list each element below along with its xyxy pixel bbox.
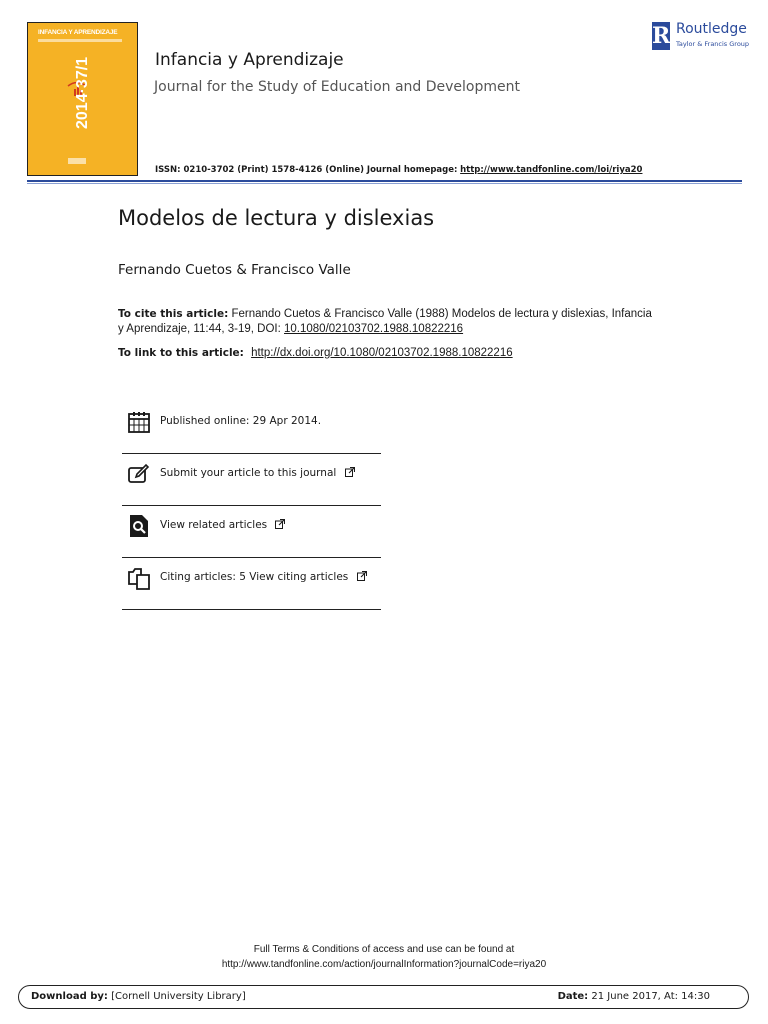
- article-link-line: [118, 347, 513, 359]
- publisher-name: Routledge: [676, 21, 747, 37]
- edit-icon: [127, 462, 151, 486]
- download-date: 21 June 2017, At: 14:30: [591, 991, 710, 1002]
- publisher-tagline: Taylor & Francis Group: [676, 40, 750, 48]
- article-doi-url-link[interactable]: http://dx.doi.org/10.1080/02103702.1988.10822216: [251, 347, 513, 359]
- submit-article-row[interactable]: [122, 454, 381, 506]
- article-title: Modelos de lectura y dislexias: [118, 206, 435, 230]
- article-info-list: [122, 402, 381, 610]
- search-document-icon: [127, 514, 151, 538]
- link-label: To link to this article:: [118, 347, 244, 359]
- cover-title: INFANCIA Y APRENDIZAJE: [38, 29, 118, 36]
- terms-url-link[interactable]: http://www.tandfonline.com/action/journalInformation?journalCode=riya20: [221, 958, 547, 970]
- external-link-icon: [357, 571, 367, 581]
- documents-icon: [127, 566, 151, 590]
- issn-line: [155, 165, 642, 175]
- citation-block: [118, 307, 658, 336]
- header-divider: [27, 180, 742, 182]
- external-link-icon: [275, 519, 285, 529]
- cover-volume: 2014·37/1: [74, 56, 91, 129]
- calendar-icon: [127, 410, 151, 434]
- doi-link[interactable]: 10.1080/02103702.1988.10822216: [284, 322, 464, 335]
- terms-notice: [0, 943, 768, 972]
- date-label: Date:: [557, 991, 589, 1002]
- download-institution: [Cornell University Library]: [111, 991, 246, 1002]
- published-online-text: Published online: 29 Apr 2014.: [160, 415, 322, 427]
- download-label: Download by:: [31, 991, 108, 1002]
- download-info-bar: [18, 985, 749, 1009]
- cite-label: To cite this article:: [118, 308, 229, 320]
- article-authors: Fernando Cuetos & Francisco Valle: [118, 262, 351, 278]
- citing-articles-row[interactable]: [122, 558, 381, 610]
- journal-homepage-link[interactable]: http://www.tandfonline.com/loi/riya20: [460, 165, 643, 175]
- related-articles-link[interactable]: View related articles: [160, 519, 268, 531]
- publisher-logo: [652, 20, 752, 50]
- citing-articles-link[interactable]: Citing articles: 5 View citing articles: [160, 571, 349, 583]
- submit-article-link[interactable]: Submit your article to this journal: [160, 467, 337, 479]
- journal-title: Infancia y Aprendizaje: [155, 50, 344, 70]
- published-online-row: [122, 402, 381, 454]
- journal-cover-image: [27, 22, 138, 176]
- issn-label: ISSN: 0210-3702 (Print) 1578-4126 (Online) Journal homepage:: [155, 165, 458, 175]
- terms-line-1: Full Terms & Conditions of access and use can be found at: [253, 944, 515, 955]
- journal-subtitle: Journal for the Study of Education and Development: [154, 79, 520, 95]
- related-articles-row[interactable]: [122, 506, 381, 558]
- external-link-icon: [345, 467, 355, 477]
- cite-text: Fernando Cuetos & Francisco Valle (1988) Modelos de lectura y dislexias, Infancia y Aprendizaje, 11:44, 3-19, DOI:: [118, 308, 652, 335]
- routledge-logo-icon: R: [652, 23, 671, 49]
